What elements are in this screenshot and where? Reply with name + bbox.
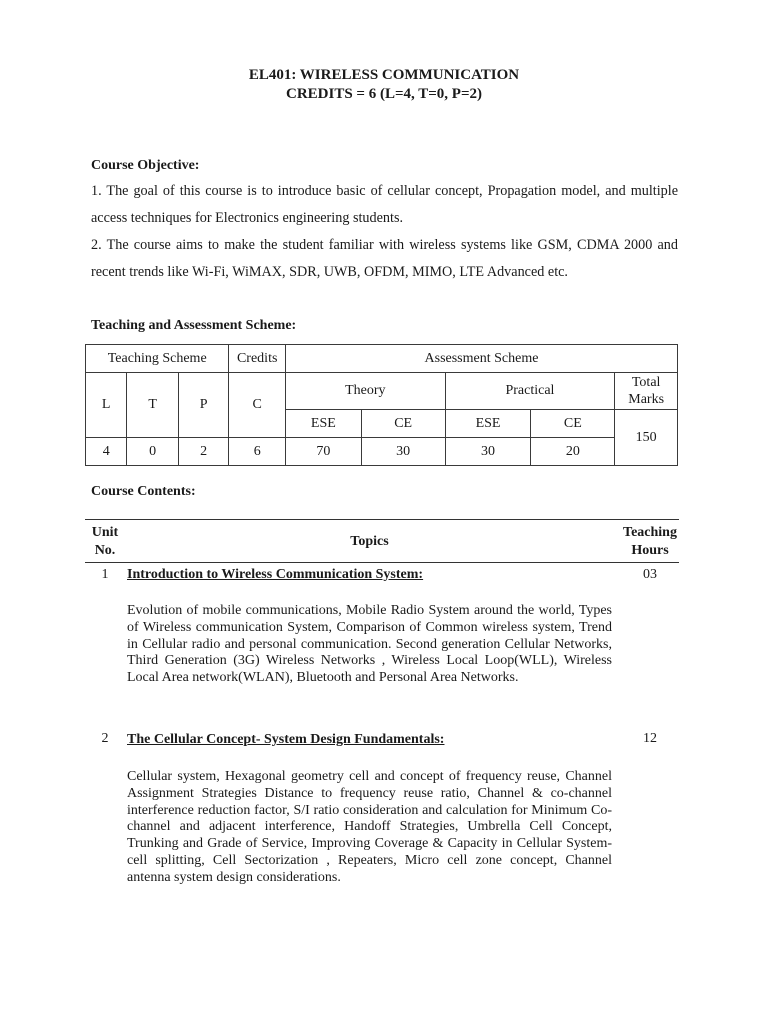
objective-list: [91, 178, 678, 286]
unit-description: Evolution of mobile communications, Mobile Radio System around the world, Types of Wireless communication System, Comparison of Common wireless system, Trend in Cellular radio and personal communication. Second generation Cellular Networks, Third Generation (3G) Wireless Networks , Wireless Local Loop(WLL), Wireless Local Area network(WLAN), Bluetooth and Personal Area Networks.: [127, 603, 612, 686]
unit-hours: 12: [643, 731, 657, 746]
scheme-heading: Teaching and Assessment Scheme:: [91, 318, 297, 333]
contents-heading: Course Contents:: [91, 484, 196, 499]
teaching-assessment-table: [85, 344, 678, 466]
table-header-rule: [85, 562, 679, 563]
unit-number: 1: [101, 567, 109, 582]
practical-ese-value: 30: [445, 438, 531, 466]
theory-ce-value: 30: [361, 438, 445, 466]
theory-ese-value: 70: [285, 438, 361, 466]
table-top-rule: [85, 519, 679, 520]
objective-item: 1. The goal of this course is to introduce basic of cellular concept, Propagation model, and multiple access techniques for Electronics engineering students.: [91, 183, 678, 226]
topics-header: Topics: [350, 534, 389, 549]
practical-hours-value: 2: [178, 438, 229, 466]
tutorial-header: T: [127, 373, 179, 438]
practical-header: Practical: [445, 373, 615, 410]
unit-title: The Cellular Concept- System Design Fundamentals:: [127, 732, 445, 747]
tutorial-value: 0: [127, 438, 179, 466]
total-marks-header: Total Marks: [615, 373, 678, 410]
unit-title: Introduction to Wireless Communication System:: [127, 567, 424, 582]
objective-heading: Course Objective:: [91, 158, 200, 173]
theory-ce-header: CE: [361, 410, 445, 438]
practical-ese-header: ESE: [445, 410, 531, 438]
theory-header: Theory: [285, 373, 445, 410]
unit-description: Cellular system, Hexagonal geometry cell and concept of frequency reuse, Channel Assignment Strategies Distance to frequency reuse ratio, Channel & co-channel interference reduction factor, S/I ratio consideration and calculation for Minimum Co-channel and adjacent interference, Handoff Strategies, Umbrella Cell Concept, Trunking and Grade of Service, Improving Coverage & Capacity in Cellular System-cell splitting, Cell Sectorization , Repeaters, Micro cell zone concept, Channel antenna system design considerations.: [127, 769, 612, 885]
credits-header: Credits: [229, 345, 286, 373]
practical-ce-value: 20: [531, 438, 615, 466]
assessment-scheme-header: Assessment Scheme: [285, 345, 677, 373]
course-credits: CREDITS = 6 (L=4, T=0, P=2): [285, 86, 483, 102]
theory-ese-header: ESE: [285, 410, 361, 438]
unit-hours: 03: [643, 567, 657, 582]
teaching-hours-header: Teaching Hours: [623, 525, 677, 558]
practical-hours-header: P: [178, 373, 229, 438]
course-title-block: [0, 66, 768, 104]
credit-header: C: [229, 373, 286, 438]
practical-ce-header: CE: [531, 410, 615, 438]
unit-no-header: Unit No.: [91, 525, 119, 558]
credit-value: 6: [229, 438, 286, 466]
unit-number: 2: [101, 731, 109, 746]
course-title: EL401: WIRELESS COMMUNICATION: [248, 67, 520, 83]
lecture-header: L: [86, 373, 127, 438]
lecture-value: 4: [86, 438, 127, 466]
total-marks-value: 150: [615, 410, 678, 466]
objective-item: 2. The course aims to make the student familiar with wireless systems like GSM, CDMA 2000 and recent trends like Wi-Fi, WiMAX, SDR, UWB, OFDM, MIMO, LTE Advanced etc.: [91, 237, 678, 280]
teaching-scheme-header: Teaching Scheme: [86, 345, 229, 373]
